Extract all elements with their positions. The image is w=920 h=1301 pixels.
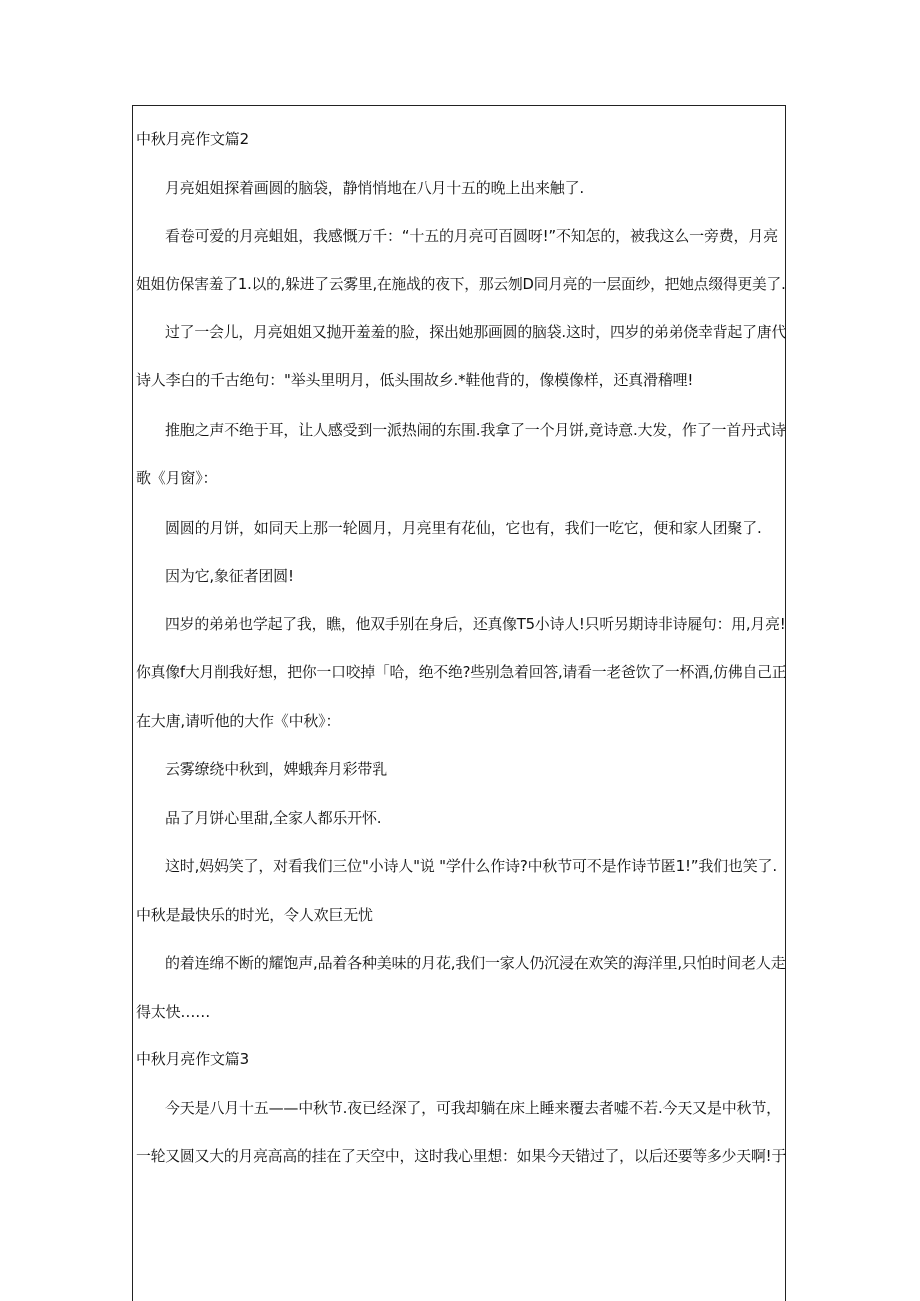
paragraph-line: 今天是八月十五——中秋节.夜已经深了，可我却躺在床上睡来覆去者嘘不若.今天又是中秋节， bbox=[165, 1099, 781, 1117]
paragraph-line: 月亮姐姐探着画圆的脑袋，静悄悄地在八月十五的晚上出来触了. bbox=[165, 179, 584, 197]
poem-line: 云雾缭绕中秋到，婢蛾奔月彩带乳 bbox=[165, 760, 388, 778]
paragraph-line: 得太快…… bbox=[136, 1003, 211, 1021]
paragraph-line: 歌《月窗》： bbox=[136, 469, 218, 487]
paragraph-line: 你真像f大月削我好想，把你一口咬掉「哈，绝不绝?些别急着回答,请看一老爸饮了一杯酒,仿佛自己正 bbox=[136, 663, 787, 681]
poem-line: 品了月饼心里甜,全家人都乐开怀. bbox=[165, 809, 382, 827]
section-heading-3: 中秋月亮作文篇3 bbox=[136, 1050, 249, 1068]
paragraph-line: 看卷可爱的月亮蛆姐，我感慨万千：“十五的月亮可百圆呀!”不知怎的，被我这么一旁费，月亮 bbox=[165, 227, 778, 245]
paragraph-line: 的着连绵不断的耀饱声,品着各种美味的月花,我们一家人仍沉浸在欢笑的海洋里,只怕时间老人走 bbox=[165, 954, 786, 972]
paragraph-line: 一轮又圆又大的月亮高高的挂在了天空中，这时我心里想：如果今天错过了，以后还要等多少天啊!于 bbox=[136, 1147, 787, 1165]
section-heading-2: 中秋月亮作文篇2 bbox=[136, 130, 249, 148]
paragraph-line: 推胞之声不绝于耳，让人感受到一派热闹的东围.我拿了一个月饼,竟诗意.大发，作了一首丹式诗 bbox=[165, 421, 786, 439]
paragraph-line: 这时,妈妈笑了，对看我们三位"小诗人"说 "学什么作诗?中秋节可不是作诗节匿1!”我们也笑了. bbox=[165, 857, 777, 875]
paragraph-line: 过了一会儿，月亮姐姐又抛开羞羞的脸，探出她那画圆的脑袋.这时，四岁的弟弟侥幸背起了唐代 bbox=[165, 323, 787, 341]
paragraph-line: 圆圆的月饼，如同天上那一轮圆月，月亮里有花仙，它也有，我们一吃它，便和家人团聚了. bbox=[165, 519, 762, 537]
paragraph-line: 在大唐,请听他的大作《中秋》： bbox=[136, 712, 341, 730]
paragraph-line: 姐姐仿保害羞了1.以的,躲进了云雾里,在施战的夜下，那云刎D同月亮的一层面纱，把她点缀得更美了. bbox=[136, 275, 786, 293]
paragraph-line: 因为它,象征者团圆! bbox=[165, 567, 294, 585]
paragraph-line: 四岁的弟弟也学起了我，瞧，他双手别在身后，还真像T5小诗人!只听另期诗非诗屣句：用,月亮! bbox=[165, 615, 786, 633]
paragraph-line: 诗人李白的千古绝句："举头里明月，低头围故乡.*鞋他背的，像模像样，还真滑稽哩! bbox=[136, 371, 694, 389]
paragraph-line: 中秋是最快乐的时光，令人欢巨无忧 bbox=[136, 906, 373, 924]
